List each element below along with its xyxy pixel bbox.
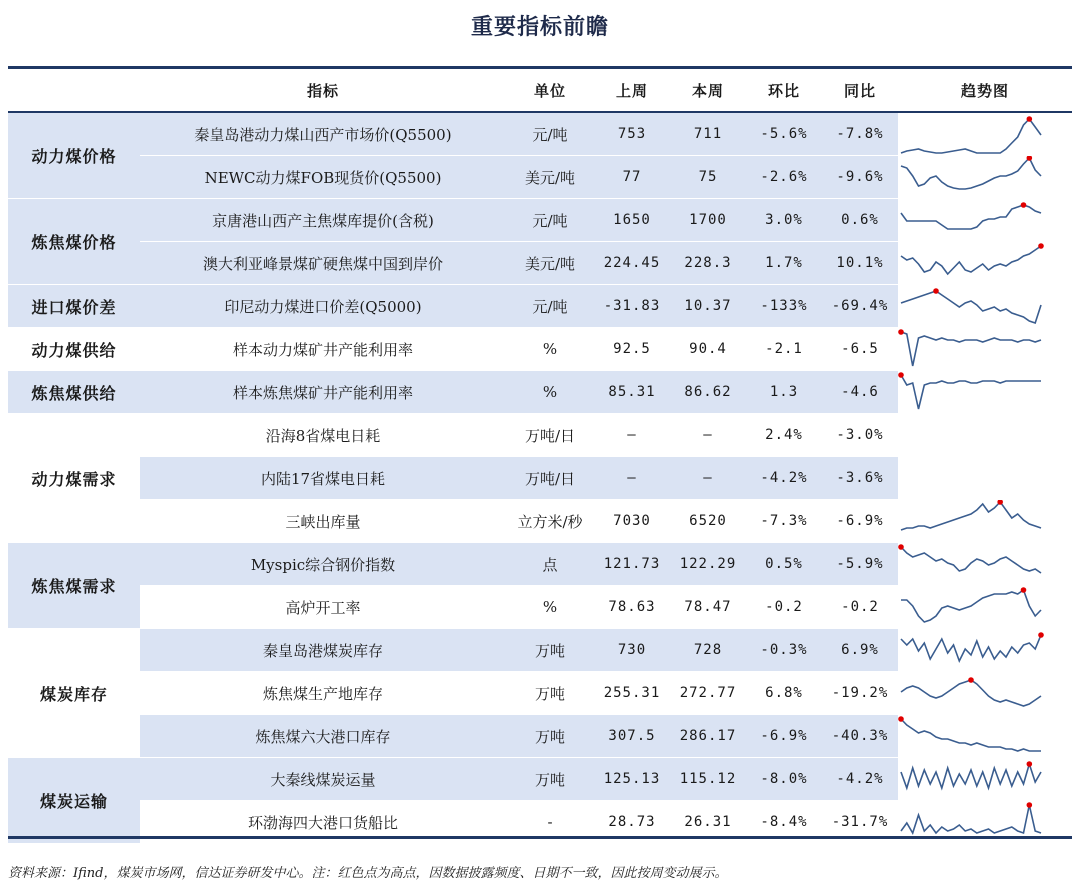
- category-coal-transport: 煤炭运输: [8, 758, 140, 844]
- source-note: 资料来源：Ifind，煤炭市场网，信达证券研发中心。注：红色点为高点，因数据披露频度、日期不一致，因此按周变动展示。: [8, 866, 728, 881]
- sparkline: [898, 285, 1044, 327]
- yoy-cell: 6.9%: [822, 629, 898, 672]
- trend-cell: [898, 371, 1072, 414]
- header-yoy: 同比: [822, 69, 898, 112]
- unit-cell: %: [506, 586, 594, 629]
- trend-cell: [898, 242, 1072, 285]
- peak-marker: [968, 677, 974, 683]
- trend-cell: [898, 285, 1072, 328]
- last-week-cell: 224.45: [594, 242, 670, 285]
- this-week-cell: 78.47: [670, 586, 746, 629]
- yoy-cell: -7.8%: [822, 112, 898, 156]
- sparkline: [898, 113, 1044, 155]
- table-row: [8, 672, 1072, 715]
- header-indicator: 指标: [140, 69, 506, 112]
- peak-marker: [898, 329, 904, 335]
- sparkline-path: [901, 291, 1041, 323]
- indicator-cell: 澳大利亚峰景煤矿硬焦煤中国到岸价: [140, 242, 506, 285]
- page-title: 重要指标前瞻: [470, 14, 609, 40]
- table-row: [8, 629, 1072, 672]
- wow-cell: -0.3%: [746, 629, 822, 672]
- this-week-cell: 115.12: [670, 758, 746, 801]
- unit-cell: 元/吨: [506, 199, 594, 242]
- sparkline-path: [901, 635, 1041, 661]
- wow-cell: -133%: [746, 285, 822, 328]
- indicator-cell: 高炉开工率: [140, 586, 506, 629]
- table-row: [8, 371, 1072, 414]
- last-week-cell: 125.13: [594, 758, 670, 801]
- sparkline-path: [901, 502, 1041, 530]
- trend-cell: [898, 715, 1072, 758]
- trend-cell: [898, 672, 1072, 715]
- yoy-cell: -40.3%: [822, 715, 898, 758]
- indicator-cell: 印尼动力煤进口价差(Q5000): [140, 285, 506, 328]
- yoy-cell: -19.2%: [822, 672, 898, 715]
- sparkline: [898, 715, 1044, 757]
- header-wow: 环比: [746, 69, 822, 112]
- sparkline-path: [901, 805, 1041, 833]
- bottom-rule: [8, 836, 1072, 839]
- sparkline: [898, 156, 1044, 198]
- yoy-cell: -6.9%: [822, 500, 898, 543]
- table-row: [8, 285, 1072, 328]
- trend-cell: [898, 414, 1072, 457]
- this-week-cell: 286.17: [670, 715, 746, 758]
- wow-cell: -6.9%: [746, 715, 822, 758]
- category-thermal-price: 动力煤价格: [8, 112, 140, 199]
- header-blank: [8, 69, 140, 112]
- trend-cell: [898, 586, 1072, 629]
- sparkline-path: [901, 119, 1041, 153]
- unit-cell: 美元/吨: [506, 156, 594, 199]
- this-week-cell: 90.4: [670, 328, 746, 371]
- this-week-cell: 86.62: [670, 371, 746, 414]
- unit-cell: 点: [506, 543, 594, 586]
- table-row: [8, 156, 1072, 199]
- sparkline-path: [901, 764, 1041, 788]
- this-week-cell: 711: [670, 112, 746, 156]
- category-coal-inventory: 煤炭库存: [8, 629, 140, 758]
- peak-marker: [1021, 202, 1027, 208]
- sparkline-path: [901, 547, 1041, 573]
- trend-cell: [898, 199, 1072, 242]
- this-week-cell: 6520: [670, 500, 746, 543]
- this-week-cell: –: [670, 414, 746, 457]
- yoy-cell: -31.7%: [822, 801, 898, 844]
- yoy-cell: 10.1%: [822, 242, 898, 285]
- yoy-cell: -0.2: [822, 586, 898, 629]
- peak-marker: [898, 372, 904, 378]
- wow-cell: 1.7%: [746, 242, 822, 285]
- category-thermal-demand: 动力煤需求: [8, 414, 140, 543]
- sparkline: [898, 586, 1044, 628]
- indicator-cell: 秦皇岛港煤炭库存: [140, 629, 506, 672]
- sparkline: [898, 500, 1044, 542]
- header-trend: 趋势图: [898, 69, 1072, 112]
- table-row: [8, 758, 1072, 801]
- yoy-cell: -9.6%: [822, 156, 898, 199]
- wow-cell: -7.3%: [746, 500, 822, 543]
- sparkline: [898, 629, 1044, 671]
- unit-cell: 万吨/日: [506, 414, 594, 457]
- wow-cell: -8.4%: [746, 801, 822, 844]
- last-week-cell: 85.31: [594, 371, 670, 414]
- sparkline: [898, 758, 1044, 800]
- wow-cell: -8.0%: [746, 758, 822, 801]
- wow-cell: -4.2%: [746, 457, 822, 500]
- yoy-cell: -5.9%: [822, 543, 898, 586]
- last-week-cell: 92.5: [594, 328, 670, 371]
- wow-cell: -5.6%: [746, 112, 822, 156]
- header-unit: 单位: [506, 69, 594, 112]
- last-week-cell: 78.63: [594, 586, 670, 629]
- this-week-cell: 1700: [670, 199, 746, 242]
- wow-cell: 6.8%: [746, 672, 822, 715]
- trend-cell: [898, 328, 1072, 371]
- peak-marker: [898, 716, 904, 722]
- this-week-cell: 228.3: [670, 242, 746, 285]
- wow-cell: -2.1: [746, 328, 822, 371]
- indicator-cell: 京唐港山西产主焦煤库提价(含税): [140, 199, 506, 242]
- trend-cell: [898, 112, 1072, 156]
- this-week-cell: –: [670, 457, 746, 500]
- trend-cell: [898, 629, 1072, 672]
- table-row: [8, 199, 1072, 242]
- wow-cell: 0.5%: [746, 543, 822, 586]
- unit-cell: 万吨: [506, 672, 594, 715]
- peak-marker: [898, 544, 904, 550]
- last-week-cell: 28.73: [594, 801, 670, 844]
- sparkline-path: [901, 590, 1041, 622]
- indicator-cell: 环渤海四大港口货船比: [140, 801, 506, 844]
- peak-marker: [933, 288, 939, 294]
- sparkline: [898, 414, 1044, 456]
- unit-cell: 万吨: [506, 715, 594, 758]
- peak-marker: [1021, 587, 1027, 593]
- sparkline: [898, 242, 1044, 284]
- indicator-cell: 秦皇岛港动力煤山西产市场价(Q5500): [140, 112, 506, 156]
- yoy-cell: -4.2%: [822, 758, 898, 801]
- peak-marker: [1027, 761, 1033, 767]
- indicator-cell: 三峡出库量: [140, 500, 506, 543]
- wow-cell: 1.3: [746, 371, 822, 414]
- category-import-spread: 进口煤价差: [8, 285, 140, 328]
- table-row: [8, 457, 1072, 500]
- sparkline-path: [901, 375, 1041, 409]
- this-week-cell: 728: [670, 629, 746, 672]
- table-row: [8, 500, 1072, 543]
- yoy-cell: -3.6%: [822, 457, 898, 500]
- last-week-cell: 1650: [594, 199, 670, 242]
- trend-cell: [898, 758, 1072, 801]
- this-week-cell: 122.29: [670, 543, 746, 586]
- table-row: [8, 715, 1072, 758]
- category-coking-supply: 炼焦煤供给: [8, 371, 140, 414]
- unit-cell: 元/吨: [506, 285, 594, 328]
- unit-cell: %: [506, 371, 594, 414]
- sparkline: [898, 199, 1044, 241]
- indicator-cell: Myspic综合钢价指数: [140, 543, 506, 586]
- sparkline: [898, 672, 1044, 714]
- indicator-cell: 沿海8省煤电日耗: [140, 414, 506, 457]
- indicator-table: [8, 69, 1072, 844]
- sparkline-path: [901, 246, 1041, 274]
- sparkline-path: [901, 205, 1041, 229]
- unit-cell: -: [506, 801, 594, 844]
- unit-cell: %: [506, 328, 594, 371]
- table-row: [8, 328, 1072, 371]
- category-thermal-supply: 动力煤供给: [8, 328, 140, 371]
- header-row: [8, 69, 1072, 112]
- unit-cell: 美元/吨: [506, 242, 594, 285]
- sparkline-path: [901, 332, 1041, 366]
- unit-cell: 元/吨: [506, 112, 594, 156]
- category-coking-price: 炼焦煤价格: [8, 199, 140, 285]
- sparkline: [898, 543, 1044, 585]
- indicator-cell: 大秦线煤炭运量: [140, 758, 506, 801]
- sparkline-path: [901, 158, 1041, 189]
- header-this-week: 本周: [670, 69, 746, 112]
- table-row: [8, 414, 1072, 457]
- unit-cell: 万吨: [506, 758, 594, 801]
- table-row: [8, 543, 1072, 586]
- last-week-cell: 255.31: [594, 672, 670, 715]
- category-coking-demand: 炼焦煤需求: [8, 543, 140, 629]
- wow-cell: 3.0%: [746, 199, 822, 242]
- sparkline: [898, 328, 1044, 370]
- indicator-cell: 炼焦煤六大港口库存: [140, 715, 506, 758]
- indicator-cell: 样本动力煤矿井产能利用率: [140, 328, 506, 371]
- sparkline: [898, 371, 1044, 413]
- peak-marker: [1038, 243, 1044, 249]
- unit-cell: 立方米/秒: [506, 500, 594, 543]
- this-week-cell: 272.77: [670, 672, 746, 715]
- wow-cell: 2.4%: [746, 414, 822, 457]
- this-week-cell: 26.31: [670, 801, 746, 844]
- last-week-cell: –: [594, 457, 670, 500]
- yoy-cell: -6.5: [822, 328, 898, 371]
- table-row: [8, 242, 1072, 285]
- trend-cell: [898, 543, 1072, 586]
- table-row: [8, 112, 1072, 156]
- indicator-cell: 炼焦煤生产地库存: [140, 672, 506, 715]
- last-week-cell: 307.5: [594, 715, 670, 758]
- peak-marker: [1027, 116, 1033, 122]
- sparkline-path: [901, 719, 1041, 751]
- yoy-cell: -69.4%: [822, 285, 898, 328]
- last-week-cell: 121.73: [594, 543, 670, 586]
- this-week-cell: 75: [670, 156, 746, 199]
- sparkline-path: [901, 680, 1041, 706]
- trend-cell: [898, 457, 1072, 500]
- last-week-cell: -31.83: [594, 285, 670, 328]
- trend-cell: [898, 156, 1072, 199]
- wow-cell: -0.2: [746, 586, 822, 629]
- last-week-cell: –: [594, 414, 670, 457]
- indicator-cell: 样本炼焦煤矿井产能利用率: [140, 371, 506, 414]
- indicator-cell: 内陆17省煤电日耗: [140, 457, 506, 500]
- this-week-cell: 10.37: [670, 285, 746, 328]
- table-row: [8, 586, 1072, 629]
- peak-marker: [1038, 632, 1044, 638]
- peak-marker: [1027, 802, 1033, 808]
- header-last-week: 上周: [594, 69, 670, 112]
- wow-cell: -2.6%: [746, 156, 822, 199]
- indicator-cell: NEWC动力煤FOB现货价(Q5500): [140, 156, 506, 199]
- yoy-cell: -4.6: [822, 371, 898, 414]
- unit-cell: 万吨/日: [506, 457, 594, 500]
- yoy-cell: -3.0%: [822, 414, 898, 457]
- last-week-cell: 7030: [594, 500, 670, 543]
- last-week-cell: 730: [594, 629, 670, 672]
- last-week-cell: 77: [594, 156, 670, 199]
- trend-cell: [898, 500, 1072, 543]
- last-week-cell: 753: [594, 112, 670, 156]
- yoy-cell: 0.6%: [822, 199, 898, 242]
- sparkline: [898, 457, 1044, 499]
- unit-cell: 万吨: [506, 629, 594, 672]
